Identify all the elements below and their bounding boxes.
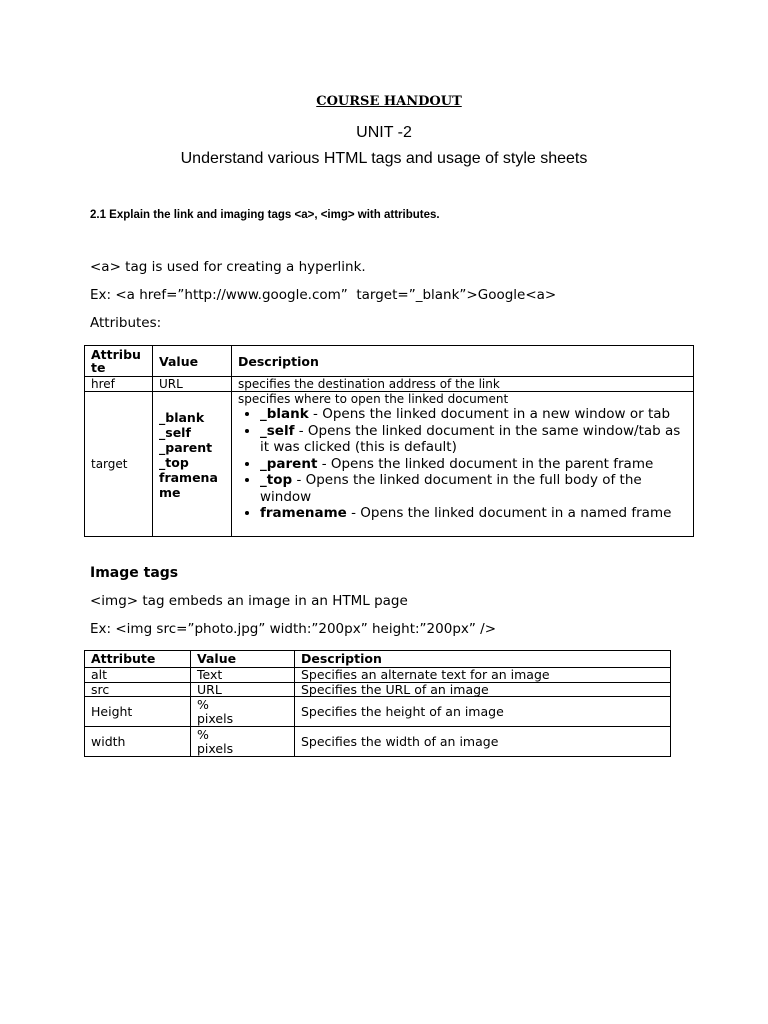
option-name: _top: [260, 472, 293, 488]
cell-description: Specifies the width of an image: [295, 727, 671, 757]
cell-attribute: alt: [85, 668, 191, 683]
cell-value: [153, 392, 232, 537]
table-row: [85, 727, 671, 757]
anchor-example: Ex: <a href=”http://www.google.com” target=”_blank”>Google<a>: [90, 287, 557, 303]
cell-value: URL: [191, 682, 295, 697]
option-text: - Opens the linked document in a named frame: [346, 505, 672, 521]
list-item: [260, 505, 687, 522]
target-values-list: [159, 410, 225, 500]
cell-description: Specifies the height of an image: [295, 697, 671, 727]
cell-attribute: src: [85, 682, 191, 697]
unit-title: UNIT -2: [356, 124, 412, 141]
cell-attribute: width: [85, 727, 191, 757]
target-description: specifies where to open the linked document: [238, 392, 509, 406]
image-intro: <img> tag embeds an image in an HTML page: [90, 593, 408, 609]
value-item: _parent: [159, 440, 213, 455]
header-attribute: Attribute: [85, 651, 191, 668]
option-text: - Opens the linked document in the parent frame: [317, 455, 654, 472]
table-header-row: [85, 346, 694, 377]
table-header-row: [85, 651, 671, 668]
cell-description: Specifies the URL of an image: [295, 682, 671, 697]
header-attribute: Attribu te: [85, 346, 153, 377]
option-name: _parent: [260, 455, 318, 472]
cell-value: [191, 697, 295, 727]
value-item: framena: [159, 470, 218, 485]
option-name: framename: [260, 505, 347, 521]
table-row: [85, 377, 694, 392]
section-heading: 2.1 Explain the link and imaging tags <a>, <img> with attributes.: [90, 209, 440, 221]
attributes-label: Attributes:: [90, 315, 162, 331]
header-description: Description: [295, 651, 671, 668]
cell-description: [232, 392, 694, 537]
table-row: [85, 682, 671, 697]
anchor-intro: <a> tag is used for creating a hyperlink.: [90, 259, 366, 275]
cell-description: Specifies an alternate text for an image: [295, 668, 671, 683]
value-item: me: [159, 485, 181, 500]
value-line: %: [197, 697, 209, 712]
option-text: - Opens the linked document in the full body of the window: [260, 472, 642, 505]
value-line: %: [197, 727, 209, 742]
list-item: [260, 423, 687, 456]
header-value: Value: [153, 346, 232, 377]
value-item: _top: [159, 455, 189, 470]
target-options-list: [238, 406, 687, 522]
table-row: [85, 697, 671, 727]
cell-value: [191, 727, 295, 757]
cell-attribute: Height: [85, 697, 191, 727]
cell-attribute: target: [85, 392, 153, 537]
list-item: [260, 406, 687, 423]
value-line: pixels: [197, 740, 234, 756]
course-handout-heading: COURSE HANDOUT: [316, 94, 462, 109]
image-example: Ex: <img src=”photo.jpg” width:”200px” height:”200px” />: [90, 621, 497, 637]
header-description: Description: [232, 346, 694, 377]
list-item: [260, 472, 687, 505]
cell-value: URL: [153, 377, 232, 392]
option-name: _blank: [260, 406, 309, 422]
value-item: _blank: [159, 410, 205, 425]
option-text: - Opens the linked document in a new window or tab: [308, 406, 671, 422]
cell-attribute: href: [85, 377, 153, 392]
header-value: Value: [191, 651, 295, 668]
list-item: [260, 456, 687, 473]
cell-description: specifies the destination address of the link: [232, 377, 694, 392]
option-text: - Opens the linked document in the same window/tab as it was clicked (this is default): [260, 422, 681, 455]
image-tags-heading: Image tags: [90, 565, 179, 581]
table-row: [85, 668, 671, 683]
value-line: pixels: [197, 710, 234, 726]
table-row: [85, 392, 694, 537]
option-name: _self: [260, 422, 295, 439]
value-item: _self: [159, 425, 191, 440]
cell-value: Text: [191, 668, 295, 683]
unit-subtitle: Understand various HTML tags and usage of style sheets: [180, 150, 588, 167]
anchor-attributes-table: [84, 345, 694, 537]
image-attributes-table: [84, 650, 671, 757]
